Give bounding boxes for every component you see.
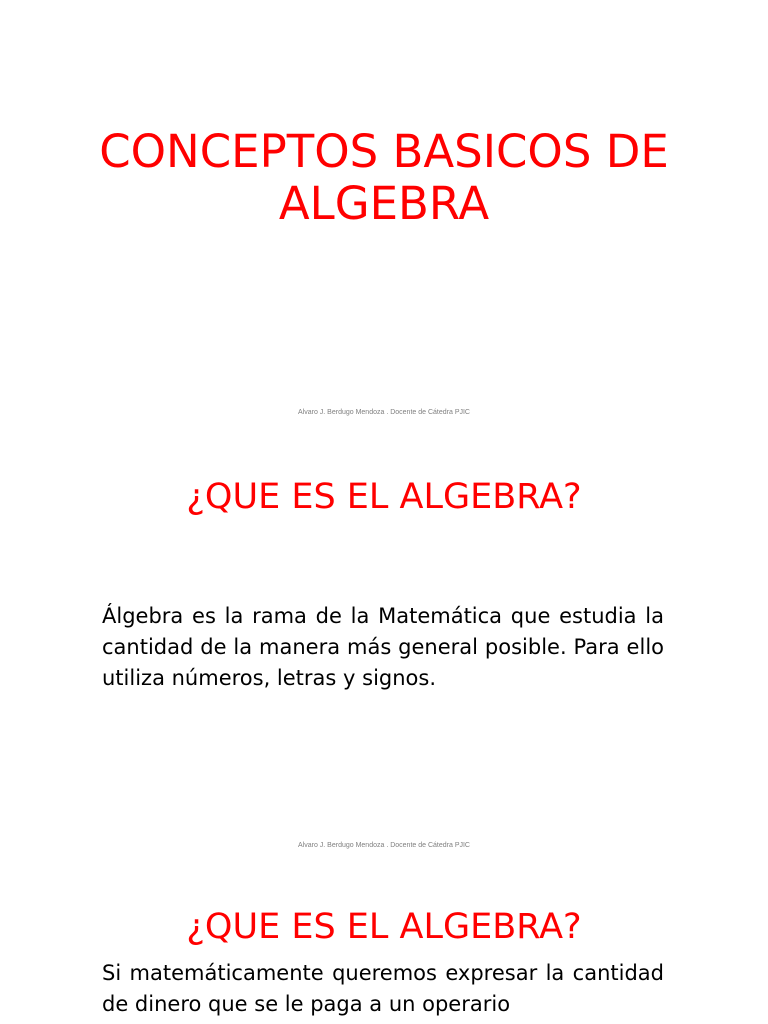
slide-3-title: ¿QUE ES EL ALGEBRA? [186, 907, 582, 947]
slide-3 [0, 870, 768, 1024]
slide-2-title: ¿QUE ES EL ALGEBRA? [186, 477, 582, 517]
slide-1-title: CONCEPTOS BASICOS DE ALGEBRA [99, 125, 669, 230]
slide-1 [0, 0, 768, 440]
slide-2-footer: Alvaro J. Berdugo Mendoza . Docente de Cátedra PJIC [298, 842, 470, 849]
slide-2-body: Álgebra es la rama de la Matemática que estudia la cantidad de la manera más general posible. Para ello utiliza números, letras y signos. [102, 604, 664, 690]
slide-2 [0, 440, 768, 870]
slide-3-body: Si matemáticamente queremos expresar la cantidad de dinero que se le paga a un operario [102, 961, 664, 1016]
slide-1-footer: Alvaro J. Berdugo Mendoza . Docente de Cátedra PJIC [298, 409, 470, 416]
